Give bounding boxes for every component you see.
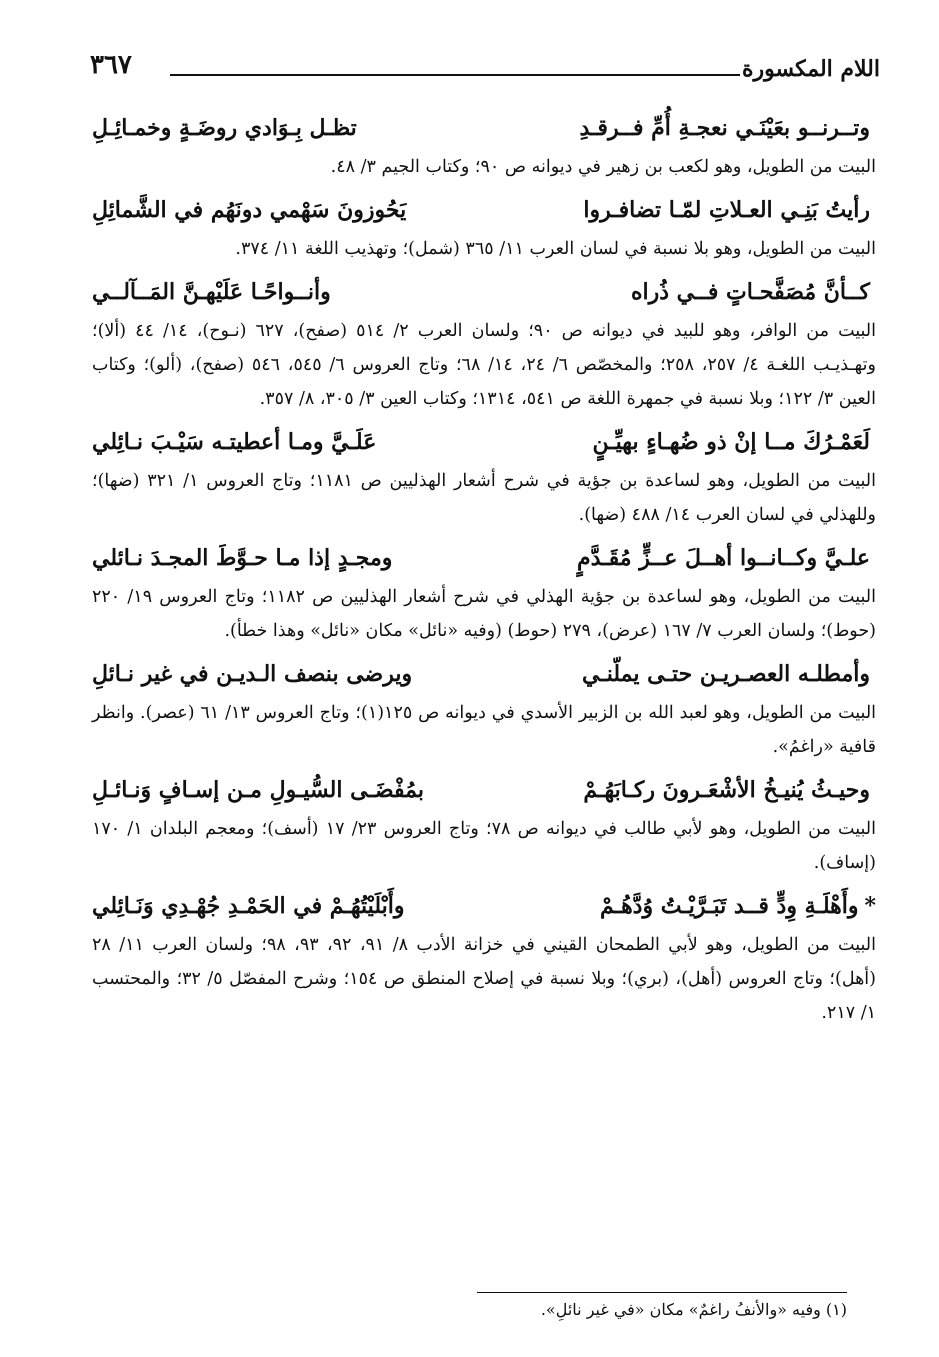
first-hemistich-text: لَعَمْـرُكَ مــا إنْ ذو ضُهـاءٍ بهيِّـنٍ: [592, 429, 870, 455]
first-hemistich-text: وأَهْلَـةِ وِدٍّ قــد تَبَـرَّيْـتُ وُدَّهُـمْ: [599, 893, 859, 919]
second-hemistich: وأَبْلَيْتُهُـمْ في الحَمْـدِ جُهْـدِي وَنَـائِلي: [92, 893, 405, 919]
first-hemistich: [582, 654, 876, 694]
verse-entry: [92, 272, 876, 416]
second-hemistich: تظـل بِـوَادي روضَـةٍ وخمـائِـلِ: [92, 115, 357, 141]
verse-note: البيت من الوافر، وهو للبيد في ديوانه ص ٩٠؛ ولسان العرب ٢/ ٥١٤ (صفح)، ٦٢٧ (نـوح)، ١٤/ ٤٤ (ألا)؛ وتهـذيـب اللغـة ٤/ ٢٥٧، ٢٥٨؛ والمخصّص ٦/ ٢٤، ١٤/ ٦٨؛ وتاج العروس ٦/ ٥٤٥، ٥٤٦ (صفح)، (ألو)؛ وكتاب العين ٣/ ١٢٢؛ وبلا نسبة في جمهرة اللغة ص ٥٤١، ١٣١٤؛ وكتاب العين ٣/ ٣٠٥، ٨/ ٣٥٧.: [92, 321, 877, 409]
verse-note: البيت من الطويل، وهو لساعدة بن جؤية الهذلي في شرح أشعار الهذليين ص ١١٨٢؛ وتاج العروس ١٩/ ٢٢٠ (حوط)؛ ولسان العرب ٧/ ١٦٧ (عرض)، ٢٧٩ (حوط) (وفيه «نائل» مكان «نائل» وهذا خطأ).: [92, 587, 876, 641]
second-hemistich: عَلَـيَّ ومـا أعطيتـه سَيْـبَ نـائِلي: [92, 429, 377, 455]
footnote-rule: [477, 1292, 847, 1293]
verse-list: [92, 108, 876, 1036]
first-hemistich-text: كــأنَّ مُصَفَّحـاتٍ فــي ذُراه: [630, 279, 870, 305]
second-hemistich: ويرضى بنصف الـديـن في غير نـائلِ: [92, 661, 413, 687]
verse-line: [92, 108, 876, 150]
verse-note: البيت من الطويل، وهو لأبي الطمحان القيني في خزانة الأدب ٨/ ٩١، ٩٢، ٩٣، ٩٨؛ ولسان العرب ١١/ ٢٨ (أهل)؛ وتاج العروس (أهل)، (بري)؛ وبلا نسبة في إصلاح المنطق ص ١٥٤؛ وشرح المفصّل ٥/ ٣٢؛ والمحتسب ١/ ٢١٧.: [92, 935, 876, 1023]
first-hemistich-text: وأمطلـه العصـريـن حتـى يملّنـي: [581, 661, 870, 687]
second-hemistich: وأنــواحًـا عَلَيْهـنَّ المَــآلــي: [92, 279, 331, 305]
chapter-title: اللام المكسورة: [741, 56, 880, 82]
page-header: [90, 48, 880, 88]
footnote: (١) وفيه «والأنفُ راغمٌ» مكان «في غير نائلِ».: [540, 1300, 847, 1319]
verse-entry: [92, 190, 876, 266]
verse-entry: [92, 654, 876, 764]
first-hemistich: [592, 422, 876, 462]
verse-note: البيت من الطويل، وهو لساعدة بن جؤية في شرح أشعار الهذليين ص ١١٨١؛ وتاج العروس ١/ ٣٢١ (ضها)؛ وللهذلي في لسان العرب ١٤/ ٤٨٨ (ضها).: [92, 471, 876, 525]
verse-note: البيت من الطويل، وهو بلا نسبة في لسان العرب ١١/ ٣٦٥ (شمل)؛ وتهذيب اللغة ١١/ ٣٧٤.: [235, 239, 876, 259]
first-hemistich: [600, 886, 876, 926]
verse-note: البيت من الطويل، وهو لعبد الله بن الزبير الأسدي في ديوانه ص ١٢٥(١)؛ وتاج العروس ١٣/ ٦١ (عصر). وانظر قافية «راغمُ».: [92, 703, 877, 757]
verse-entry: [92, 770, 876, 880]
first-hemistich-text: علـيَّ وكــانــوا أهــلَ عــزٍّ مُقَـدَّمٍ: [577, 545, 870, 571]
first-hemistich: [583, 190, 876, 230]
first-hemistich: [579, 108, 876, 148]
star-marker: *: [864, 893, 876, 919]
verse-note: البيت من الطويل، وهو لأبي طالب في ديوانه ص ٧٨؛ وتاج العروس ٢٣/ ١٧ (أسف)؛ ومعجم البلدان ١/ ١٧٠ (إساف).: [92, 819, 876, 873]
first-hemistich: [577, 538, 876, 578]
verse-entry: [92, 422, 876, 532]
verse-line: [92, 190, 876, 232]
verse-entry: [92, 538, 876, 648]
verse-entry: [92, 108, 876, 184]
second-hemistich: يَحُوزونَ سَهْمي دونَهُم في الشَّمائِلِ: [92, 197, 407, 223]
first-hemistich: [631, 272, 876, 312]
first-hemistich-text: رأيتُ بَنِـي العـلاتِ لمّـا تضافـروا: [583, 197, 870, 223]
verse-line: [92, 272, 876, 314]
first-hemistich-text: وحيـثُ يُنيـخُ الأشْعَـرونَ ركـابَهُـمْ: [583, 777, 870, 803]
verse-line: [92, 422, 876, 464]
second-hemistich: ومجـدٍ إذا مـا حـوَّطَ المجـدَ نـائلي: [92, 545, 393, 571]
header-rule: [170, 74, 740, 76]
verse-line: [92, 538, 876, 580]
second-hemistich: بمُفْضَـى السُّيـولِ مـن إسـافٍ وَنـائـلِ: [92, 777, 424, 803]
verse-line: [92, 886, 876, 928]
verse-line: [92, 654, 876, 696]
first-hemistich-text: وتــرنــو بعَيْنَـي نعجـةِ أُمِّ فــرقـدِ: [579, 115, 870, 141]
first-hemistich: [583, 770, 876, 810]
page-number: ٣٦٧: [90, 50, 132, 80]
verse-note: البيت من الطويل، وهو لكعب بن زهير في ديوانه ص ٩٠؛ وكتاب الجيم ٣/ ٤٨.: [330, 157, 876, 177]
verse-line: [92, 770, 876, 812]
verse-entry: [92, 886, 876, 1030]
